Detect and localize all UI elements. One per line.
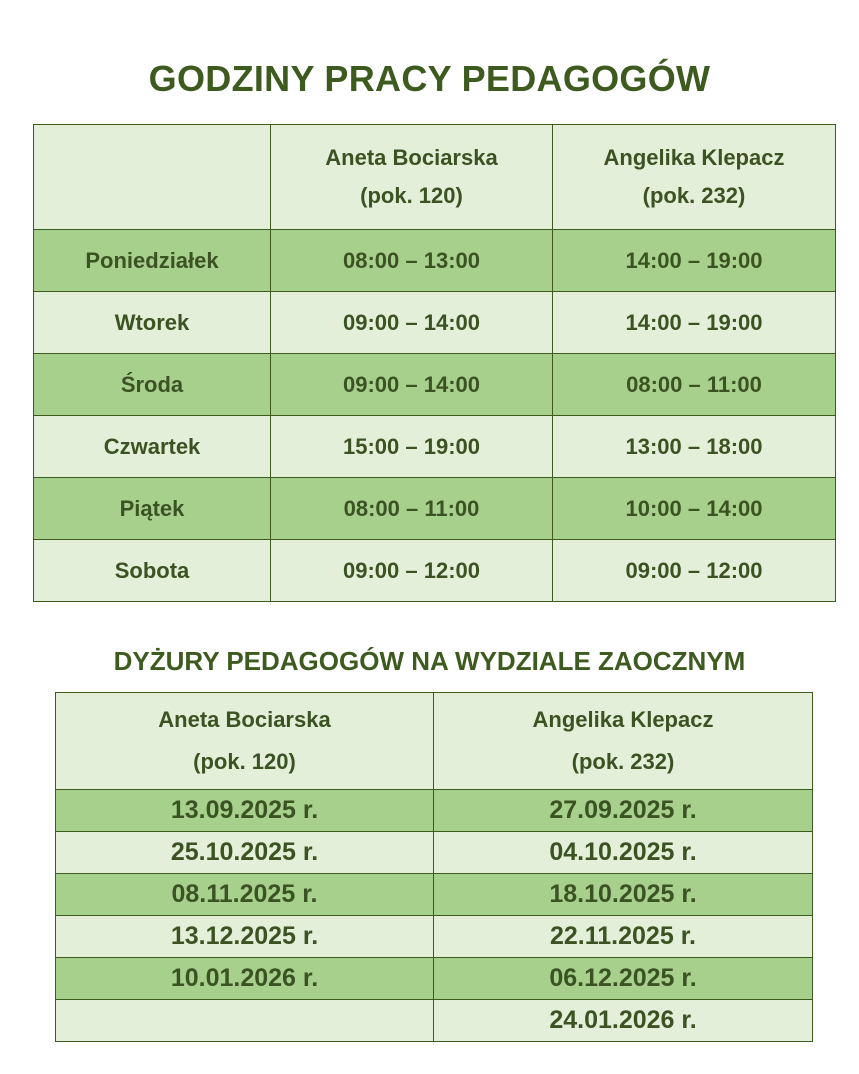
table-header-row: [56, 693, 813, 790]
teacher2-hours-cell: 10:00 – 14:00: [553, 478, 836, 540]
teacher1-hours-cell: 08:00 – 13:00: [271, 230, 553, 292]
header-teacher1: [56, 693, 434, 790]
day-cell: Sobota: [34, 540, 271, 602]
teacher2-room: (pok. 232): [642, 183, 746, 208]
table-row: [34, 478, 836, 540]
table-row: [56, 916, 813, 958]
teacher2-date-cell: 04.10.2025 r.: [434, 832, 813, 874]
table-row: [34, 540, 836, 602]
table-row: [56, 958, 813, 1000]
teacher2-hours-cell: 08:00 – 11:00: [553, 354, 836, 416]
teacher2-date-cell: 18.10.2025 r.: [434, 874, 813, 916]
day-cell: Wtorek: [34, 292, 271, 354]
teacher1-hours-cell: 08:00 – 11:00: [271, 478, 553, 540]
teacher1-hours-cell: 09:00 – 12:00: [271, 540, 553, 602]
header-teacher2: [434, 693, 813, 790]
table-row: [56, 832, 813, 874]
day-cell: Poniedziałek: [34, 230, 271, 292]
teacher2-room: (pok. 232): [571, 749, 675, 774]
teacher1-date-cell: 10.01.2026 r.: [56, 958, 434, 1000]
teacher1-hours-cell: 09:00 – 14:00: [271, 354, 553, 416]
day-cell: Środa: [34, 354, 271, 416]
teacher2-hours-cell: 09:00 – 12:00: [553, 540, 836, 602]
header-teacher2: [553, 125, 836, 230]
teacher2-date-cell: 27.09.2025 r.: [434, 790, 813, 832]
teacher2-hours-cell: 13:00 – 18:00: [553, 416, 836, 478]
table-row: [34, 416, 836, 478]
duty-title: DYŻURY PEDAGOGÓW NA WYDZIALE ZAOCZNYM: [113, 646, 746, 676]
teacher1-name: Aneta Bociarska: [158, 707, 331, 733]
teacher1-room: (pok. 120): [193, 749, 296, 774]
teacher1-date-cell: [56, 1000, 434, 1042]
teacher1-hours-cell: 15:00 – 19:00: [271, 416, 553, 478]
teacher1-name: Aneta Bociarska: [325, 144, 498, 170]
teacher2-date-cell: 24.01.2026 r.: [434, 1000, 813, 1042]
teacher1-date-cell: 13.12.2025 r.: [56, 916, 434, 958]
teacher2-date-cell: 22.11.2025 r.: [434, 916, 813, 958]
table-row: [34, 354, 836, 416]
table-row: [56, 1000, 813, 1042]
page-title: GODZINY PRACY PEDAGOGÓW: [148, 58, 711, 99]
day-cell: Czwartek: [34, 416, 271, 478]
table-row: [34, 292, 836, 354]
teacher1-room: (pok. 120): [360, 183, 463, 208]
teacher2-hours-cell: 14:00 – 19:00: [553, 230, 836, 292]
teacher2-name: Angelika Klepacz: [603, 144, 785, 170]
teacher2-date-cell: 06.12.2025 r.: [434, 958, 813, 1000]
duty-table: [55, 692, 813, 1042]
teacher1-date-cell: 25.10.2025 r.: [56, 832, 434, 874]
header-empty-cell: [34, 125, 271, 230]
table-header-row: [34, 125, 836, 230]
table-row: [56, 874, 813, 916]
table-row: [56, 790, 813, 832]
teacher2-name: Angelika Klepacz: [532, 707, 714, 733]
table-row: [34, 230, 836, 292]
teacher2-hours-cell: 14:00 – 19:00: [553, 292, 836, 354]
working-hours-table: [33, 124, 836, 602]
header-teacher1: [271, 125, 553, 230]
teacher1-date-cell: 13.09.2025 r.: [56, 790, 434, 832]
teacher1-hours-cell: 09:00 – 14:00: [271, 292, 553, 354]
day-cell: Piątek: [34, 478, 271, 540]
teacher1-date-cell: 08.11.2025 r.: [56, 874, 434, 916]
